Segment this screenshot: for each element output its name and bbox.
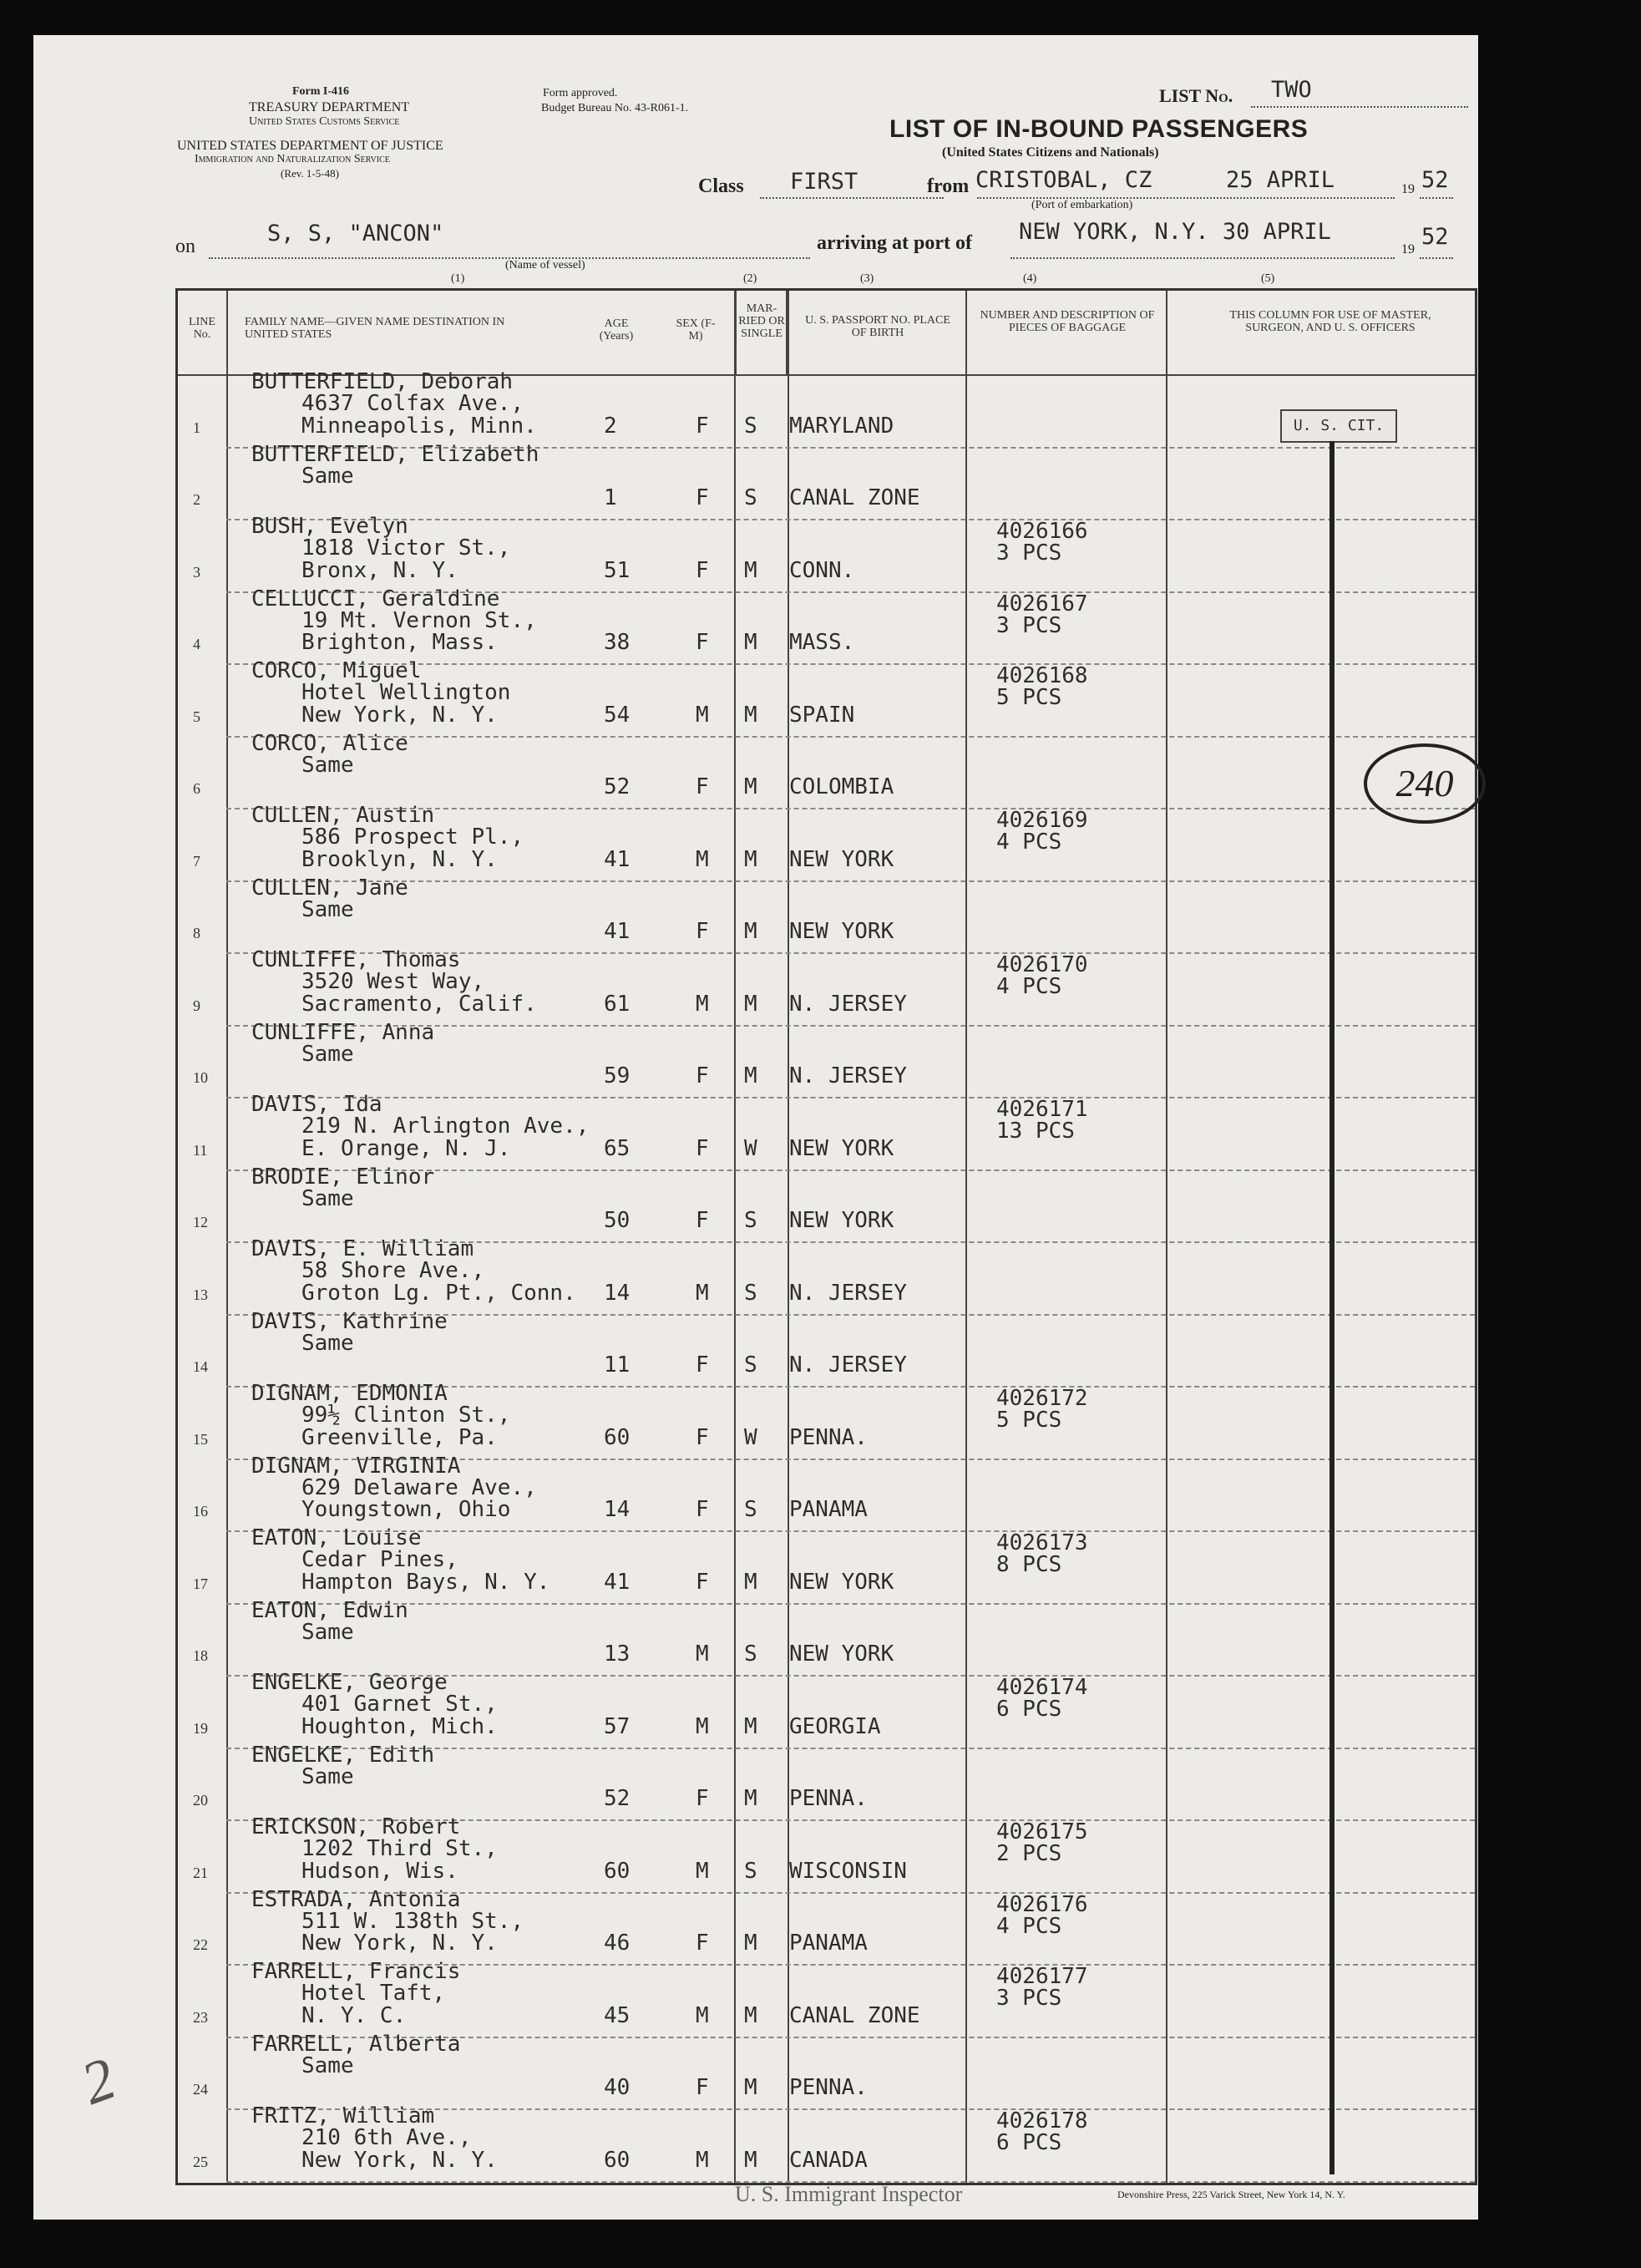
table-row xyxy=(178,514,1475,591)
passenger-name: DAVIS, Kathrine xyxy=(251,1308,448,1334)
marital-status: M xyxy=(744,774,757,799)
marital-status: M xyxy=(744,1713,757,1739)
marital-status: M xyxy=(744,2147,757,2173)
baggage-pieces: 2 PCS xyxy=(996,1841,1062,1866)
ins-service: Immigration and Naturalization Service xyxy=(195,153,390,165)
sex: M xyxy=(696,846,709,872)
line-number: 12 xyxy=(193,1214,208,1230)
printer-credit: Devonshire Press, 225 Varick Street, New York 14, N. Y. xyxy=(1117,2189,1345,2200)
place-of-birth: CANAL ZONE xyxy=(789,485,920,510)
address-line-1: Same xyxy=(301,1041,354,1067)
address-line-2: Minneapolis, Minn. xyxy=(301,413,537,439)
list-line xyxy=(1251,106,1468,108)
col-header-age: AGE (Years) xyxy=(599,317,634,342)
passenger-name: ENGELKE, Edith xyxy=(251,1742,435,1768)
passenger-name: DAVIS, Ida xyxy=(251,1092,382,1117)
baggage-pieces: 5 PCS xyxy=(996,1408,1062,1433)
from-label: from xyxy=(927,175,970,197)
table-row xyxy=(178,947,1475,1025)
passenger-name: ERICKSON, Robert xyxy=(251,1814,461,1839)
address-line-1: 210 6th Ave., xyxy=(301,2125,472,2150)
baggage-pieces: 3 PCS xyxy=(996,540,1062,566)
col-num-1: (1) xyxy=(451,272,465,285)
baggage-pieces: 4 PCS xyxy=(996,1913,1062,1939)
sex: F xyxy=(696,557,709,583)
age: 41 xyxy=(604,846,631,872)
line-number: 5 xyxy=(193,708,200,725)
marital-status: M xyxy=(744,1569,757,1595)
col-header-officers: THIS COLUMN FOR USE OF MASTER, SURGEON, AND U. S. OFFICERS xyxy=(1229,309,1431,334)
marital-status: S xyxy=(744,1858,757,1884)
baggage-number: 4026171 xyxy=(996,1097,1088,1122)
place-of-birth: N. JERSEY xyxy=(789,1280,907,1306)
place-of-birth: PANAMA xyxy=(789,1931,868,1956)
sex: F xyxy=(696,630,709,655)
passenger-name: BRODIE, Elinor xyxy=(251,1164,435,1190)
baggage-number: 4026172 xyxy=(996,1386,1088,1411)
baggage-number: 4026174 xyxy=(996,1675,1088,1700)
address-line-1: 19 Mt. Vernon St., xyxy=(301,607,537,633)
address-line-1: 401 Garnet St., xyxy=(301,1692,498,1717)
year-prefix-2: 19 xyxy=(1401,242,1415,256)
passenger-name: EATON, Edwin xyxy=(251,1597,408,1623)
line-number: 25 xyxy=(193,2153,208,2170)
address-line-1: 629 Delaware Ave., xyxy=(301,1474,537,1500)
baggage-pieces: 6 PCS xyxy=(996,1697,1062,1722)
marital-status: M xyxy=(744,1063,757,1088)
arrival-port: NEW YORK, N.Y. 30 APRIL xyxy=(1019,219,1331,245)
baggage-pieces: 13 PCS xyxy=(996,1119,1075,1144)
table-row xyxy=(178,875,1475,953)
address-line-2: Houghton, Mich. xyxy=(301,1713,498,1739)
passenger-table xyxy=(175,288,1477,2185)
passenger-name: FRITZ, William xyxy=(251,2103,435,2128)
passenger-name: CORCO, Alice xyxy=(251,730,408,756)
baggage-pieces: 6 PCS xyxy=(996,2130,1062,2155)
age: 38 xyxy=(604,630,631,655)
place-of-birth: N. JERSEY xyxy=(789,991,907,1017)
place-of-birth: GEORGIA xyxy=(789,1713,881,1739)
table-row xyxy=(178,1670,1475,1748)
line-number: 23 xyxy=(193,2008,208,2026)
col-header-name: FAMILY NAME—GIVEN NAME DESTINATION IN UNITED STATES xyxy=(245,316,505,341)
sex: F xyxy=(696,413,709,439)
age: 52 xyxy=(604,774,631,799)
col-header-married: MAR-RIED OR SINGLE xyxy=(738,302,785,340)
sex: F xyxy=(696,1497,709,1522)
sex: F xyxy=(696,1352,709,1378)
sex: F xyxy=(696,1208,709,1233)
line-number: 7 xyxy=(193,852,200,870)
passenger-name: DIGNAM, VIRGINIA xyxy=(251,1453,461,1479)
table-row xyxy=(178,586,1475,664)
place-of-birth: N. JERSEY xyxy=(789,1063,907,1088)
col-num-2: (2) xyxy=(743,272,757,285)
passenger-name: DAVIS, E. William xyxy=(251,1236,474,1261)
address-line-1: 99½ Clinton St., xyxy=(301,1403,511,1428)
passenger-name: ENGELKE, George xyxy=(251,1670,448,1695)
col-header-baggage: NUMBER AND DESCRIPTION OF PIECES OF BAGGAGE xyxy=(980,309,1155,334)
us-citizen-stamp: U. S. CIT. xyxy=(1280,409,1397,443)
sex: M xyxy=(696,1641,709,1667)
sex: F xyxy=(696,1135,709,1161)
list-value: TWO xyxy=(1271,77,1312,103)
age: 46 xyxy=(604,1931,631,1956)
age: 2 xyxy=(604,413,617,439)
address-line-2: N. Y. C. xyxy=(301,2002,407,2028)
arrival-line xyxy=(1010,257,1395,259)
passenger-name: CULLEN, Austin xyxy=(251,803,435,828)
table-row xyxy=(178,1959,1475,2037)
arriving-label: arriving at port of xyxy=(817,232,972,254)
passenger-name: ESTRADA, Antonia xyxy=(251,1886,461,1912)
marital-status: W xyxy=(744,1424,757,1450)
sex: F xyxy=(696,1424,709,1450)
col-num-5: (5) xyxy=(1261,272,1275,285)
baggage-number: 4026169 xyxy=(996,808,1088,833)
table-row xyxy=(178,2031,1475,2109)
address-line-2: E. Orange, N. J. xyxy=(301,1135,511,1161)
sex: M xyxy=(696,991,709,1017)
sex: M xyxy=(696,702,709,728)
list-label: LIST No. xyxy=(1159,85,1233,106)
line-number: 6 xyxy=(193,780,200,797)
class-label: Class xyxy=(698,175,744,197)
passenger-name: DIGNAM, EDMONIA xyxy=(251,1381,448,1406)
table-row xyxy=(178,803,1475,880)
marital-status: S xyxy=(744,485,757,510)
table-row xyxy=(178,1308,1475,1387)
sex: M xyxy=(696,1280,709,1306)
table-row xyxy=(178,1164,1475,1242)
marital-status: M xyxy=(744,846,757,872)
age: 11 xyxy=(604,1352,631,1378)
sex: F xyxy=(696,1931,709,1956)
line-number: 19 xyxy=(193,1719,208,1737)
marital-status: S xyxy=(744,413,757,439)
place-of-birth: NEW YORK xyxy=(789,1569,894,1595)
address-line-1: Same xyxy=(301,896,354,922)
passenger-name: FARRELL, Francis xyxy=(251,1959,461,1984)
address-line-2: Groton Lg. Pt., Conn. xyxy=(301,1280,576,1306)
table-row xyxy=(178,1381,1475,1459)
line-number: 4 xyxy=(193,636,200,652)
address-line-1: 219 N. Arlington Ave., xyxy=(301,1114,590,1139)
age: 1 xyxy=(604,485,617,510)
revision: (Rev. 1-5-48) xyxy=(281,167,339,180)
circled-number: 240 xyxy=(1364,743,1486,824)
passenger-name: EATON, Louise xyxy=(251,1525,422,1550)
place-of-birth: PENNA. xyxy=(789,1424,868,1450)
address-line-2: New York, N. Y. xyxy=(301,1931,498,1956)
table-row xyxy=(178,1019,1475,1098)
line-number: 1 xyxy=(193,419,200,436)
baggage-number: 4026173 xyxy=(996,1530,1088,1555)
place-of-birth: MARYLAND xyxy=(789,413,894,439)
line-number: 14 xyxy=(193,1358,208,1375)
treasury-dept: TREASURY DEPARTMENT xyxy=(249,100,410,114)
marital-status: M xyxy=(744,557,757,583)
passenger-name: CUNLIFFE, Anna xyxy=(251,1019,435,1045)
table-row xyxy=(178,2103,1475,2181)
baggage-number: 4026167 xyxy=(996,591,1088,616)
baggage-number: 4026175 xyxy=(996,1819,1088,1844)
passenger-name: CORCO, Miguel xyxy=(251,658,422,683)
baggage-number: 4026170 xyxy=(996,952,1088,977)
line-number: 22 xyxy=(193,1936,208,1953)
age: 14 xyxy=(604,1280,631,1306)
year-suffix-2: 52 xyxy=(1421,224,1449,250)
sex: M xyxy=(696,1858,709,1884)
col-num-3: (3) xyxy=(860,272,874,285)
marital-status: S xyxy=(744,1208,757,1233)
age: 41 xyxy=(604,919,631,944)
marital-status: M xyxy=(744,630,757,655)
page-title: LIST OF IN-BOUND PASSENGERS xyxy=(889,115,1309,143)
age: 60 xyxy=(604,1424,631,1450)
age: 61 xyxy=(604,991,631,1017)
age: 14 xyxy=(604,1497,631,1522)
line-number: 18 xyxy=(193,1647,208,1664)
address-line-1: Same xyxy=(301,1763,354,1789)
marital-status: S xyxy=(744,1352,757,1378)
address-line-1: 1818 Victor St., xyxy=(301,535,511,561)
address-line-2: Hudson, Wis. xyxy=(301,1858,458,1884)
age: 57 xyxy=(604,1713,631,1739)
address-line-2: Brighton, Mass. xyxy=(301,630,498,655)
line-number: 24 xyxy=(193,2081,208,2098)
line-number: 20 xyxy=(193,1792,208,1809)
address-line-1: 4637 Colfax Ave., xyxy=(301,391,524,416)
baggage-number: 4026176 xyxy=(996,1891,1088,1917)
address-line-1: 511 W. 138th St., xyxy=(301,1908,524,1934)
address-line-2: Bronx, N. Y. xyxy=(301,557,458,583)
passenger-name: BUSH, Evelyn xyxy=(251,514,408,539)
line-number: 2 xyxy=(193,491,200,508)
place-of-birth: NEW YORK xyxy=(789,846,894,872)
age: 60 xyxy=(604,1858,631,1884)
baggage-number: 4026177 xyxy=(996,1964,1088,1989)
place-of-birth: NEW YORK xyxy=(789,919,894,944)
place-of-birth: NEW YORK xyxy=(789,1208,894,1233)
table-row xyxy=(178,1525,1475,1603)
age: 52 xyxy=(604,1786,631,1811)
embark-caption: (Port of embarkation) xyxy=(1031,199,1133,211)
address-line-2: Brooklyn, N. Y. xyxy=(301,846,498,872)
line-number: 8 xyxy=(193,925,200,941)
customs-service: United States Customs Service xyxy=(249,115,400,128)
vessel-caption: (Name of vessel) xyxy=(505,259,585,271)
sex: F xyxy=(696,774,709,799)
place-of-birth: PENNA. xyxy=(789,2075,868,2100)
line-number: 3 xyxy=(193,563,200,581)
baggage-pieces: 4 PCS xyxy=(996,830,1062,855)
table-row xyxy=(178,1742,1475,1820)
baggage-number: 4026178 xyxy=(996,2108,1088,2134)
address-line-1: Hotel Wellington xyxy=(301,680,511,705)
col-num-4: (4) xyxy=(1023,272,1037,285)
place-of-birth: CANADA xyxy=(789,2147,868,2173)
marital-status: S xyxy=(744,1497,757,1522)
table-row xyxy=(178,1092,1475,1170)
sex: M xyxy=(696,1713,709,1739)
marital-status: M xyxy=(744,919,757,944)
baggage-number: 4026166 xyxy=(996,519,1088,544)
address-line-1: Same xyxy=(301,752,354,778)
class-value: FIRST xyxy=(790,169,858,195)
place-of-birth: N. JERSEY xyxy=(789,1352,907,1378)
passenger-name: CUNLIFFE, Thomas xyxy=(251,947,461,972)
place-of-birth: WISCONSIN xyxy=(789,1858,907,1884)
age: 13 xyxy=(604,1641,631,1667)
address-line-1: Same xyxy=(301,463,354,489)
col-header-line: LINE No. xyxy=(189,316,215,341)
year-line-2 xyxy=(1420,257,1453,259)
address-line-2: Youngstown, Ohio xyxy=(301,1497,511,1522)
address-line-2: New York, N. Y. xyxy=(301,702,498,728)
place-of-birth: NEW YORK xyxy=(789,1135,894,1161)
address-line-1: Same xyxy=(301,2052,354,2078)
table-row xyxy=(178,730,1475,809)
page-subtitle: (United States Citizens and Nationals) xyxy=(942,145,1159,160)
sex: M xyxy=(696,2002,709,2028)
marital-status: S xyxy=(744,1280,757,1306)
baggage-pieces: 5 PCS xyxy=(996,685,1062,710)
age: 51 xyxy=(604,557,631,583)
marital-status: M xyxy=(744,2075,757,2100)
address-line-1: Same xyxy=(301,1185,354,1211)
line-number: 15 xyxy=(193,1430,208,1448)
table-row xyxy=(178,441,1475,520)
place-of-birth: COLOMBIA xyxy=(789,774,894,799)
line-number: 17 xyxy=(193,1575,208,1592)
sex: F xyxy=(696,1063,709,1088)
table-row xyxy=(178,1814,1475,1892)
marital-status: W xyxy=(744,1135,757,1161)
age: 45 xyxy=(604,2002,631,2028)
marital-status: M xyxy=(744,2002,757,2028)
from-value: CRISTOBAL, CZ xyxy=(975,167,1152,193)
table-row xyxy=(178,658,1475,736)
baggage-pieces: 3 PCS xyxy=(996,612,1062,638)
address-line-2: Hampton Bays, N. Y. xyxy=(301,1569,550,1595)
line-number: 21 xyxy=(193,1864,208,1881)
inspector-stamp: U. S. Immigrant Inspector xyxy=(735,2182,963,2206)
baggage-pieces: 8 PCS xyxy=(996,1552,1062,1577)
passenger-name: FARRELL, Alberta xyxy=(251,2031,461,2057)
passenger-name: CULLEN, Jane xyxy=(251,875,408,901)
line-number: 9 xyxy=(193,997,200,1014)
passenger-name: BUTTERFIELD, Elizabeth xyxy=(251,441,539,467)
year-prefix: 19 xyxy=(1401,182,1415,196)
form-approved: Form approved. xyxy=(543,87,618,99)
sex: F xyxy=(696,2075,709,2100)
address-line-1: Hotel Taft, xyxy=(301,1981,446,2006)
address-line-1: Cedar Pines, xyxy=(301,1547,458,1572)
year-suffix: 52 xyxy=(1421,167,1449,193)
marital-status: M xyxy=(744,991,757,1017)
place-of-birth: PANAMA xyxy=(789,1497,868,1522)
line-number: 16 xyxy=(193,1503,208,1520)
address-line-1: 3520 West Way, xyxy=(301,969,485,994)
table-row xyxy=(178,1453,1475,1531)
address-line-2: New York, N. Y. xyxy=(301,2147,498,2173)
justice-dept: UNITED STATES DEPARTMENT OF JUSTICE xyxy=(177,139,443,153)
line-number: 10 xyxy=(193,1069,208,1086)
sex: F xyxy=(696,919,709,944)
margin-mark: 2 xyxy=(73,2044,124,2118)
address-line-1: Same xyxy=(301,1330,354,1356)
address-line-1: 58 Shore Ave., xyxy=(301,1258,485,1283)
embark-date: 25 APRIL xyxy=(1226,167,1335,193)
address-line-2: Sacramento, Calif. xyxy=(301,991,537,1017)
passenger-name: BUTTERFIELD, Deborah xyxy=(251,369,514,394)
baggage-pieces: 4 PCS xyxy=(996,974,1062,999)
sex: M xyxy=(696,2147,709,2173)
baggage-number: 4026168 xyxy=(996,663,1088,688)
age: 59 xyxy=(604,1063,631,1088)
form-id: Form I-416 xyxy=(292,85,350,98)
sex: F xyxy=(696,1786,709,1811)
stamp-bracket-line xyxy=(1330,441,1335,2174)
table-row xyxy=(178,1886,1475,1965)
baggage-pieces: 3 PCS xyxy=(996,1986,1062,2011)
address-line-2: Greenville, Pa. xyxy=(301,1424,498,1450)
place-of-birth: CONN. xyxy=(789,557,855,583)
age: 54 xyxy=(604,702,631,728)
vessel-name: S, S, "ANCON" xyxy=(267,221,444,246)
sex: F xyxy=(696,1569,709,1595)
col-header-sex: SEX (F-M) xyxy=(676,317,716,342)
on-label: on xyxy=(175,236,195,257)
marital-status: M xyxy=(744,1931,757,1956)
table-row xyxy=(178,1597,1475,1676)
marital-status: S xyxy=(744,1641,757,1667)
marital-status: M xyxy=(744,1786,757,1811)
sex: F xyxy=(696,485,709,510)
age: 65 xyxy=(604,1135,631,1161)
place-of-birth: NEW YORK xyxy=(789,1641,894,1667)
age: 60 xyxy=(604,2147,631,2173)
address-line-1: 586 Prospect Pl., xyxy=(301,824,524,850)
age: 41 xyxy=(604,1569,631,1595)
age: 40 xyxy=(604,2075,631,2100)
budget-bureau: Budget Bureau No. 43-R061-1. xyxy=(541,102,689,114)
address-line-1: Same xyxy=(301,1619,354,1645)
passenger-name: CELLUCCI, Geraldine xyxy=(251,586,500,611)
table-row xyxy=(178,1236,1475,1314)
line-number: 13 xyxy=(193,1286,208,1303)
place-of-birth: MASS. xyxy=(789,630,855,655)
place-of-birth: SPAIN xyxy=(789,702,855,728)
address-line-1: 1202 Third St., xyxy=(301,1836,498,1861)
col-header-passport: U. S. PASSPORT NO. PLACE OF BIRTH xyxy=(805,314,950,339)
class-line xyxy=(760,197,944,199)
line-number: 11 xyxy=(193,1141,208,1159)
place-of-birth: CANAL ZONE xyxy=(789,2002,920,2028)
year-line xyxy=(1420,197,1453,199)
age: 50 xyxy=(604,1208,631,1233)
place-of-birth: PENNA. xyxy=(789,1786,868,1811)
marital-status: M xyxy=(744,702,757,728)
